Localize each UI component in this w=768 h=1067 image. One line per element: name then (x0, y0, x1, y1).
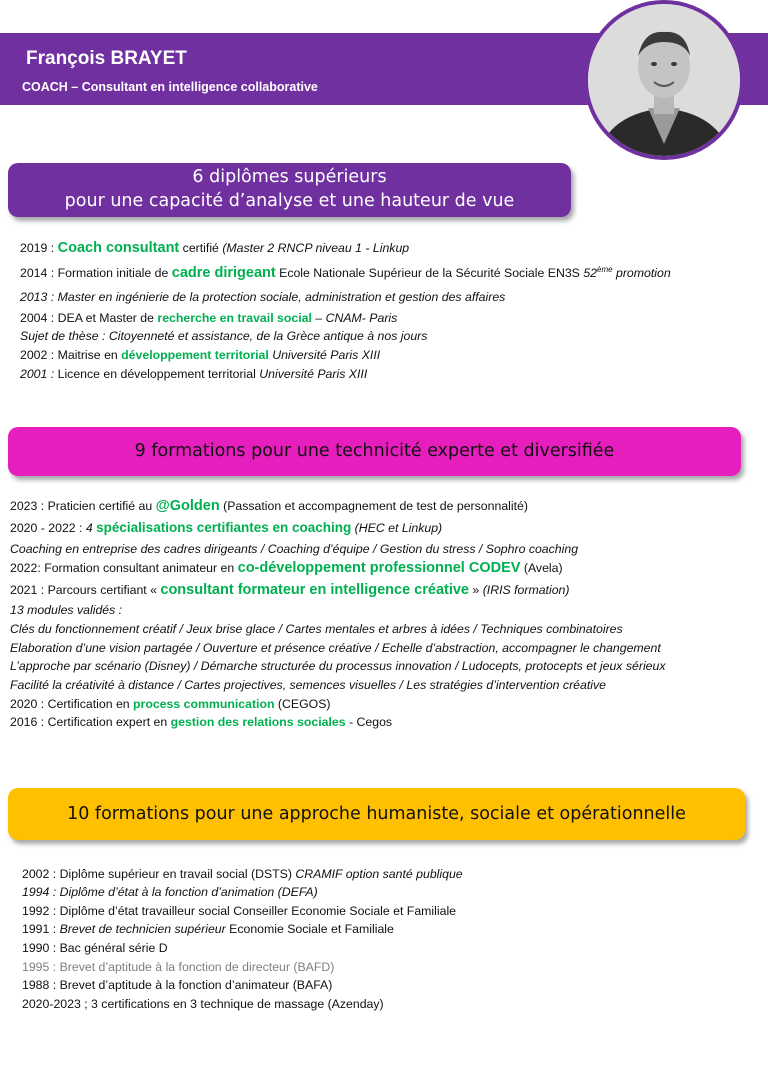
section3-title: 10 formations pour une approche humaniste, sociale et opérationnelle (67, 804, 686, 824)
s1-line-6: 2002 : Maitrise en développement territorial Université Paris XIII (20, 348, 381, 362)
s2-line-10: Facilité la créativité à distance / Cartes projectives, semences visuelles / Les stratégies d’intervention créative (10, 678, 606, 692)
s2-line-11: 2020 : Certification en process communication (CEGOS) (10, 697, 331, 711)
s3-line-3: 1992 : Diplôme d’état travailleur social Conseiller Economie Sociale et Familiale (22, 904, 457, 918)
s3-line-5: 1990 : Bac général série D (22, 941, 168, 955)
s3-line-7: 1988 : Brevet d’aptitude à la fonction d’animateur (BAFA) (22, 978, 333, 992)
person-subtitle: COACH – Consultant en intelligence collaborative (22, 80, 318, 94)
s1-line-4: 2004 : DEA et Master de recherche en travail social – CNAM- Paris (20, 311, 398, 325)
s1-line-7: 2001 : Licence en développement territorial Université Paris XIII (20, 367, 368, 381)
s3-line-4: 1991 : Brevet de technicien supérieur Economie Sociale et Familiale (22, 922, 394, 936)
s1-line-5: Sujet de thèse : Citoyenneté et assistance, de la Grèce antique à nos jours (20, 329, 428, 343)
section3-banner (8, 788, 745, 840)
s2-line-7: Clés du fonctionnement créatif / Jeux brise glace / Cartes mentales et arbres à idées / Techniques combinatoires (10, 622, 623, 636)
s2-line-12: 2016 : Certification expert en gestion des relations sociales - Cegos (10, 715, 393, 729)
s3-line-2: 1994 : Diplôme d’état à la fonction d’animation (DEFA) (22, 885, 318, 899)
s2-line-6: 13 modules validés : (10, 603, 123, 617)
section2-banner (8, 427, 741, 476)
section1-title-line2: pour une capacité d’analyse et une hauteur de vue (64, 191, 515, 211)
s2-line-4: 2022: Formation consultant animateur en co-développement professionnel CODEV (Avela) (10, 560, 563, 576)
section1-title-line1: 6 diplômes supérieurs (192, 167, 387, 187)
s1-line-3: 2013 : Master en ingénierie de la protection sociale, administration et gestion des affaires (20, 290, 506, 304)
s1-line-2: 2014 : Formation initiale de cadre dirigeant Ecole Nationale Supérieur de la Sécurité Sociale EN3S 52ème promotion (20, 265, 671, 282)
s2-line-5: 2021 : Parcours certifiant « consultant formateur en intelligence créative » (IRIS formation) (10, 582, 570, 598)
s2-line-1: 2023 : Praticien certifié au @Golden (Passation et accompagnement de test de personnalité) (10, 498, 528, 514)
s1-line-1: 2019 : Coach consultant certifié (Master 2 RNCP niveau 1 - Linkup (20, 240, 410, 256)
section1-banner (8, 163, 571, 217)
s3-line-1: 2002 : Diplôme supérieur en travail social (DSTS) CRAMIF option santé publique (22, 867, 463, 881)
s3-line-6: 1995 : Brevet d’aptitude à la fonction de directeur (BAFD) (22, 960, 335, 974)
s2-line-2: 2020 - 2022 : 4 spécialisations certifiantes en coaching (HEC et Linkup) (10, 520, 443, 535)
s2-line-9: L’approche par scénario (Disney) / Démarche structurée du processus innovation / Ludocepts, protocepts et jeux sérieux (10, 659, 666, 673)
section2-title: 9 formations pour une technicité experte et diversifiée (134, 441, 615, 461)
s2-line-8: Elaboration d’une vision partagée / Ouverture et présence créative / Echelle d’abstraction, accompagner le changement (10, 641, 661, 655)
s3-line-8: 2020-2023 ; 3 certifications en 3 technique de massage (Azenday) (22, 997, 384, 1011)
portrait-photo (584, 0, 744, 160)
person-name: François BRAYET (26, 48, 187, 69)
s2-line-3: Coaching en entreprise des cadres dirigeants / Coaching d’équipe / Gestion du stress / Sophro coaching (10, 542, 579, 556)
